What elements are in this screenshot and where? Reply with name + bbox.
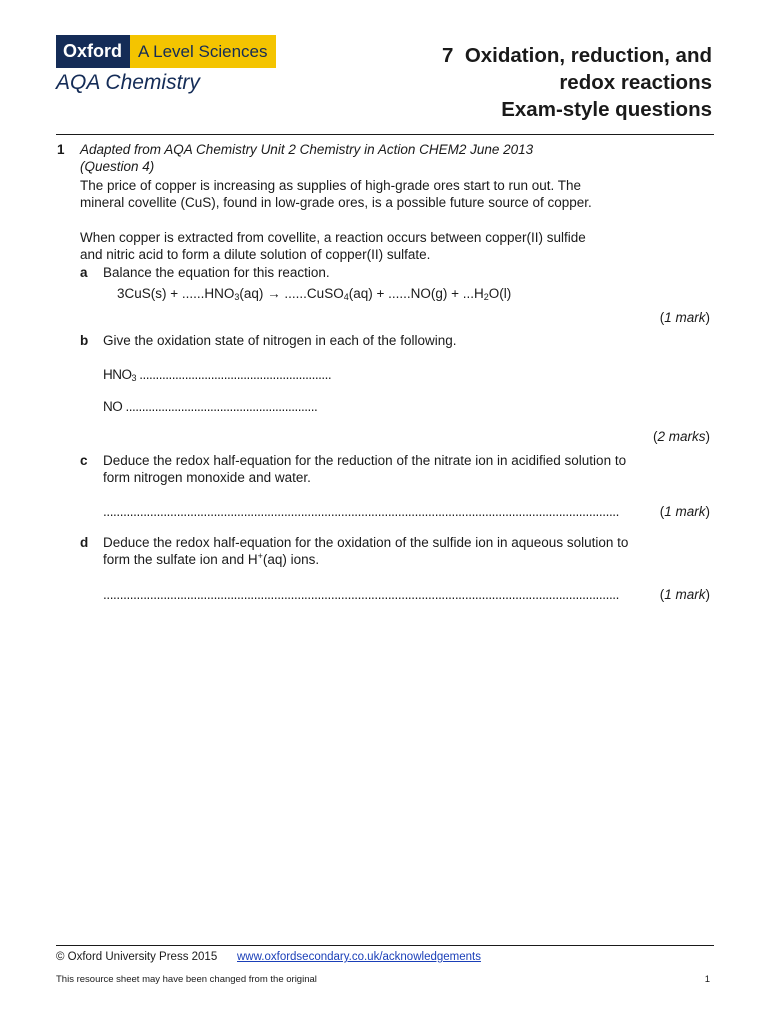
equation-text-3: (aq) + ......NO(g) + ...H — [348, 286, 484, 301]
part-c-text: Deduce the redox half-equation for the reduction of the nitrate ion in acidified solution to form nitrogen monoxide and water. — [103, 453, 627, 485]
mark-paren-open: ( — [659, 587, 665, 602]
question-source — [80, 142, 640, 175]
intro-paragraph-1: The price of copper is increasing as supplies of high-grade ores start to run out. The mineral covellite (CuS), found in low-grade ores, is a possible future source of copper. — [80, 178, 592, 210]
no-answer-line[interactable] — [103, 399, 317, 414]
equation-subscript-2: 4 — [343, 292, 349, 302]
part-c-answer-line[interactable]: .......................................................................................................................................................... — [103, 504, 620, 519]
part-a-letter: a — [80, 265, 88, 280]
hno3-subscript: 3 — [131, 373, 137, 383]
no-label: NO — [103, 399, 123, 414]
chapter-title-line-1: 7 Oxidation, reduction, and — [442, 44, 712, 67]
no-dots: ........................................................... — [125, 399, 318, 414]
part-c-letter: c — [80, 453, 88, 468]
part-c-marks — [660, 504, 710, 519]
oxford-logo — [56, 35, 276, 68]
mark-text: 1 mark — [664, 504, 706, 519]
mark-paren-close: ) — [705, 310, 710, 325]
reaction-equation — [117, 286, 511, 301]
mark-paren-open: ( — [659, 310, 665, 325]
part-d-text-end: (aq) ions. — [262, 551, 320, 567]
logo-brand: Oxford — [56, 35, 130, 68]
mark-paren-close: ) — [705, 587, 710, 602]
modification-note: This resource sheet may have been changed from the original — [56, 974, 317, 985]
part-d-text-main: Deduce the redox half-equation for the oxidation of the sulfide ion in aqueous solution to form the sulfate ion and H — [103, 535, 629, 567]
mark-paren-close: ) — [705, 504, 710, 519]
equation-text-2: (aq) → ......CuSO — [239, 286, 344, 301]
chapter-title-line-3: Exam-style questions — [501, 98, 712, 121]
hno3-answer-line[interactable] — [103, 367, 331, 382]
part-b-letter: b — [80, 333, 89, 348]
part-a-marks — [660, 310, 710, 325]
header-divider — [56, 134, 714, 135]
mark-text: 1 mark — [664, 310, 706, 325]
equation-subscript-3: 2 — [483, 292, 489, 302]
question-source-line-1: Adapted from AQA Chemistry Unit 2 Chemistry in Action CHEM2 June 2013 — [80, 142, 534, 157]
part-b-marks — [653, 429, 710, 444]
question-number: 1 — [57, 142, 65, 157]
acknowledgements-link[interactable]: www.oxfordsecondary.co.uk/acknowledgements — [237, 951, 481, 963]
mark-paren-open: ( — [652, 429, 658, 444]
part-d-letter: d — [80, 535, 89, 550]
question-source-line-2: (Question 4) — [80, 158, 155, 174]
subject-title: AQA Chemistry — [56, 71, 200, 94]
mark-text: 1 mark — [664, 587, 706, 602]
equation-text-1: 3CuS(s) + ......HNO — [117, 286, 235, 301]
part-d-superscript: + — [257, 550, 263, 561]
mark-paren-close: ) — [705, 429, 710, 444]
part-d-text — [103, 535, 633, 568]
footer-divider — [56, 945, 714, 946]
logo-series: A Level Sciences — [130, 35, 276, 68]
part-b-text: Give the oxidation state of nitrogen in each of the following. — [103, 333, 457, 348]
chapter-title — [442, 42, 712, 123]
chapter-title-line-2: redox reactions — [559, 71, 712, 94]
part-a-text: Balance the equation for this reaction. — [103, 265, 330, 280]
hno3-dots: ........................................................... — [139, 367, 332, 382]
equation-text-4: O(l) — [488, 286, 512, 301]
hno3-label: HNO — [103, 367, 132, 382]
part-d-answer-line[interactable]: .......................................................................................................................................................... — [103, 587, 620, 602]
mark-paren-open: ( — [659, 504, 665, 519]
intro-paragraph-2: When copper is extracted from covellite, a reaction occurs between copper(II) sulfide and nitric acid to form a dilute solution of copper(II) sulfate. — [80, 230, 586, 262]
copyright-text: © Oxford University Press 2015 — [56, 951, 218, 963]
mark-text: 2 marks — [657, 429, 706, 444]
equation-subscript-1: 3 — [234, 292, 240, 302]
page-number: 1 — [704, 974, 710, 985]
part-d-marks — [660, 587, 710, 602]
